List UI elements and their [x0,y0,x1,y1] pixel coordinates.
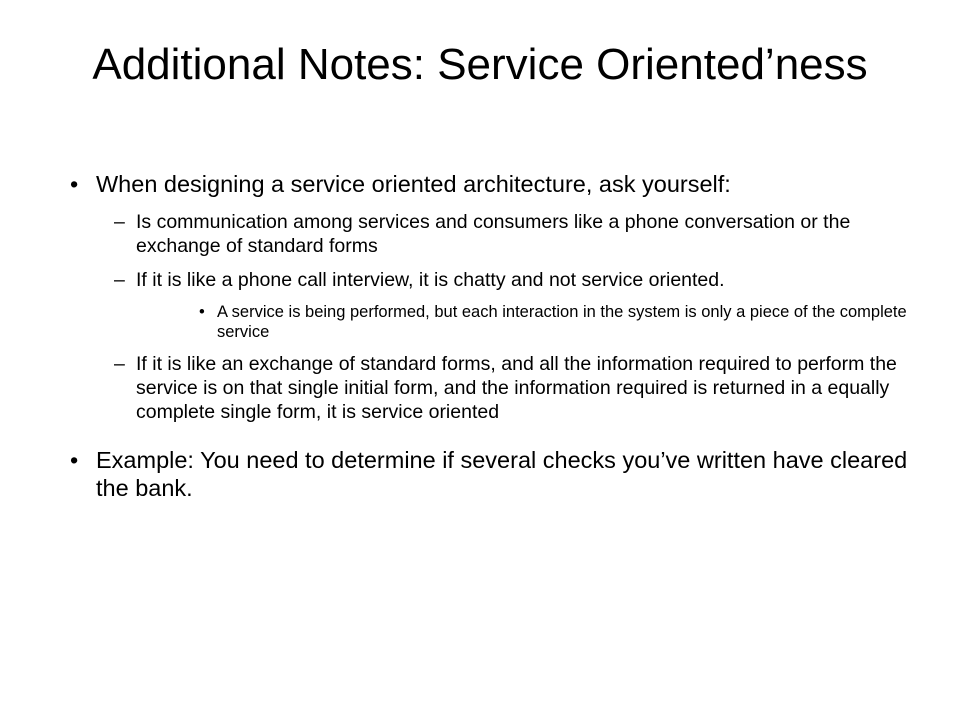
sub-bullet-list [96,210,916,424]
dash-marker: – [114,211,125,233]
sub-sub-bullet-list [136,302,916,342]
sub-bullet-item [96,352,916,424]
bullet-marker: • [70,447,79,473]
bullet-item [70,170,916,424]
dash-marker: – [114,269,125,291]
bullet-text: When designing a service oriented architecture, ask yourself: [96,171,731,197]
sub-bullet-text: If it is like an exchange of standard forms, and all the information required to perform the service is on that single initial form, and the information required is returned in a equally complete single form, it is service oriented [136,353,897,423]
slide-content [70,170,916,514]
sub-sub-bullet-text: A service is being performed, but each interaction in the system is only a piece of the complete service [217,303,907,341]
sub-bullet-text: Is communication among services and consumers like a phone conversation or the exchange of standard forms [136,211,851,257]
sub-bullet-item [96,210,916,258]
bullet-item [70,446,916,502]
sub-sub-bullet-item [136,302,916,342]
sub-bullet-text: If it is like a phone call interview, it is chatty and not service oriented. [136,269,725,291]
bullet-marker: • [70,171,79,197]
slide-title: Additional Notes: Service Oriented’ness [92,40,868,89]
bullet-text: Example: You need to determine if several checks you’ve written have cleared the bank. [96,447,908,501]
dot-marker: • [199,303,205,321]
dash-marker: – [114,353,125,375]
sub-bullet-item [96,268,916,342]
